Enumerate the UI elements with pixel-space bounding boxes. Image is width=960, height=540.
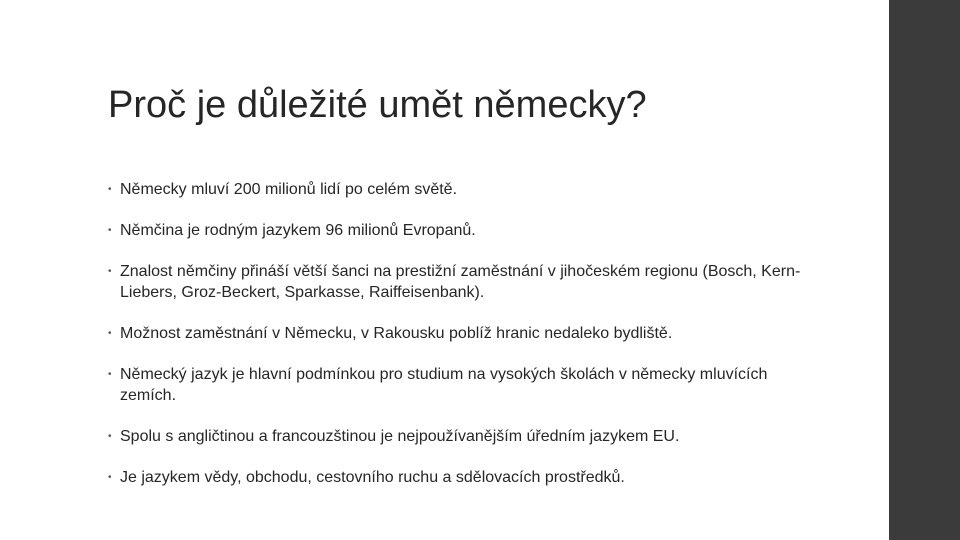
side-accent-bar bbox=[889, 0, 960, 540]
bullet-text: Spolu s angličtinou a francouzštinou je nejpoužívanějším úředním jazykem EU. bbox=[120, 428, 680, 445]
bullet-item bbox=[108, 364, 808, 406]
bullet-item bbox=[108, 261, 808, 303]
bullet-text: Znalost němčiny přináší větší šanci na prestižní zaměstnání v jihočeském regionu (Bosch, Kern-Liebers, Groz-Beckert, Sparkasse, Raiffeisenbank). bbox=[120, 263, 801, 301]
bullet-dot-icon: • bbox=[108, 431, 112, 442]
bullet-dot-icon: • bbox=[108, 369, 112, 380]
bullet-text: Německý jazyk je hlavní podmínkou pro studium na vysokých školách v německy mluvících zemích. bbox=[120, 366, 768, 404]
bullet-dot-icon: • bbox=[108, 472, 112, 483]
bullet-item bbox=[108, 179, 808, 200]
bullet-item bbox=[108, 323, 808, 344]
bullet-item bbox=[108, 426, 808, 447]
slide-title: Proč je důležité umět německy? bbox=[108, 84, 647, 126]
bullet-list bbox=[108, 179, 808, 508]
bullet-dot-icon: • bbox=[108, 225, 112, 236]
bullet-item bbox=[108, 467, 808, 488]
bullet-item bbox=[108, 220, 808, 241]
bullet-dot-icon: • bbox=[108, 328, 112, 339]
bullet-text: Němčina je rodným jazykem 96 milionů Evropanů. bbox=[120, 222, 476, 239]
bullet-dot-icon: • bbox=[108, 266, 112, 277]
bullet-text: Německy mluví 200 milionů lidí po celém světě. bbox=[120, 181, 458, 198]
bullet-text: Je jazykem vědy, obchodu, cestovního ruchu a sdělovacích prostředků. bbox=[120, 469, 625, 486]
bullet-dot-icon: • bbox=[108, 184, 112, 195]
bullet-text: Možnost zaměstnání v Německu, v Rakousku poblíž hranic nedaleko bydliště. bbox=[120, 325, 673, 342]
